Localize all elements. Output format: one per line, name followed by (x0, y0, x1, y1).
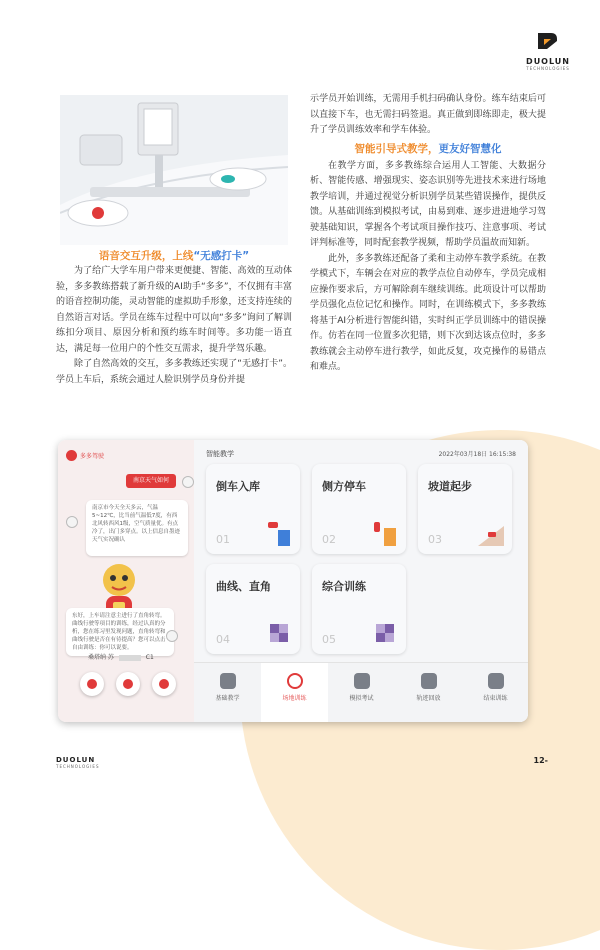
car-icon (220, 673, 236, 689)
paragraph-continuation: 示学员开始训练，无需用手机扫码确认身份。练车结束后可以直接下车，也无需扫码签退。真正做到即练即走，极大提升了学员训练效率和学车体验。 (310, 94, 546, 135)
card-title: 倒车入库 (216, 480, 260, 493)
paragraph: 为了给广大学车用户带来更便捷、智能、高效的互动体验，多多教练搭载了新升级的AI助手“多多”，不仅拥有丰富的语音控制功能，灵动智能的虚拟助手形象，还支持连续的自然语言对话。学员在练车过程中可以向“多多”询问了解训练扣分项目、原因分析和预约练车时间等。多功能一语直达，满足每一位用户的个性交互需求，提升学驾乐趣。 (56, 266, 292, 354)
logo-tag: TECHNOLOGIES (526, 66, 570, 71)
nav-mock-exam[interactable] (328, 663, 395, 722)
logo-word: DUOLUN (56, 756, 96, 764)
logo-word: DUOLUN (526, 57, 570, 66)
page-number: 12- (533, 756, 548, 765)
app-brand-name: 多多驾驶 (80, 453, 105, 460)
student-name: 桑塔纳 苏 (88, 654, 114, 661)
card-comprehensive[interactable] (312, 564, 406, 654)
nav-basic-teaching[interactable] (194, 663, 261, 722)
track-icon (421, 673, 437, 689)
nav-label: 场地训练 (282, 695, 307, 702)
paragraph: 此外，多多教练还配备了柔和主动停车教学系统。在教学模式下，车辆会在对应的教学点位自动停车，学员完成相应操作要求后，方可解除刹车继续训练。此项设计可以帮助学员强化点位记忆和操作。同时，在训练模式下，多多教练将基于AI分析进行智能纠错，实时纠正学员训练中的错误操作。仿若在同一位置多次犯错，则下次到达该点位时，多多教练就会主动停车进行教学，如此反复，攻克操作的易错点和难点。 (310, 253, 546, 372)
page-number-value: 12 (533, 756, 545, 765)
footer-logo (56, 756, 100, 769)
card-title: 综合训练 (322, 580, 366, 593)
grid-icon (354, 673, 370, 689)
logo-tag: TECHNOLOGIES (56, 764, 100, 769)
card-hill-start[interactable] (418, 464, 512, 554)
speaker-icon[interactable] (66, 516, 78, 528)
settings-button[interactable] (116, 672, 140, 696)
left-column (56, 248, 292, 388)
paragraph: 在教学方面，多多教练综合运用人工智能、大数据分析、智能传感、增强现实、姿态识别等先进技术来进行场地教学培训，并通过视觉分析识别学员某些错误操作，提供反馈。从基础训练到模拟考试，由易到难、逐步进进地学习驾驶基础知识，掌握各个考试项目操作技巧、注意事项、考试评判标准等，同时配套教学视频，帮助学员温故而知新。 (310, 160, 546, 248)
nav-label: 轨迹回放 (416, 695, 441, 702)
nav-field-training[interactable] (261, 663, 328, 722)
header-logo (526, 30, 570, 71)
card-number: 01 (216, 533, 230, 546)
section-heading-voice (56, 248, 292, 264)
paragraph: 除了自然高效的交互，多多教练还实现了“无感打卡”。学员上车后，系统会通过人脸识别学员身份并提 (56, 359, 292, 385)
nav-label: 模拟考试 (349, 695, 374, 702)
right-column (310, 92, 546, 376)
card-reverse-parking[interactable] (206, 464, 300, 554)
app-brand (66, 450, 104, 461)
refresh-icon[interactable] (182, 476, 194, 488)
power-icon (488, 673, 504, 689)
card-title: 曲线、直角 (216, 580, 271, 593)
roof-device-illustration (60, 95, 288, 245)
comprehensive-icon (372, 620, 398, 646)
screen-title: 智能教学 (206, 450, 234, 458)
card-number: 03 (428, 533, 442, 546)
license-class: C1 (145, 654, 154, 661)
device-photo (60, 95, 288, 245)
card-side-parking[interactable] (312, 464, 406, 554)
phone-button[interactable] (80, 672, 104, 696)
tip-reply-bubble: 东好，上车请注意主进行了直角转弯。曲线行驶等项目的训练，经过认真的分析，您在练习里发现问题，直角转弯和曲线行驶是否在有待提高？您可以点击自由训练：你可以说要。 (66, 608, 174, 656)
training-panel (194, 440, 528, 722)
nav-label: 基础教学 (215, 695, 240, 702)
weather-reply-bubble: 南京市今天全天多云，气温5~12℃，比当前气温低7度，有西北风转西风1级，空气质量优。有点冷了，出门多穿点。以上信息自墨迹天气实况确认 (86, 500, 188, 556)
weather-query-button[interactable]: 南京天气如何 (126, 474, 176, 488)
heading-prefix: 语音交互升级，上线 (98, 250, 194, 262)
card-curve[interactable] (206, 564, 300, 654)
app-logo-icon (66, 450, 77, 461)
top-bar (194, 440, 528, 462)
tablet-screen (58, 440, 528, 722)
heading-highlight: “无感打卡” (193, 250, 250, 262)
nav-end-training[interactable] (462, 663, 528, 722)
card-title: 坡道起步 (428, 480, 472, 493)
assistant-panel (58, 440, 194, 722)
bottom-nav (194, 662, 528, 722)
student-info (88, 652, 154, 661)
card-number: 02 (322, 533, 336, 546)
heading-highlight: 更友好智慧化 (438, 142, 502, 155)
steering-wheel-icon (287, 673, 303, 689)
card-number: 05 (322, 633, 336, 646)
redacted-bar (119, 655, 141, 661)
speaker-icon[interactable] (166, 630, 178, 642)
profile-button[interactable] (152, 672, 176, 696)
card-number: 04 (216, 633, 230, 646)
nav-track-replay[interactable] (395, 663, 462, 722)
hill-start-icon (478, 520, 504, 546)
brand-mark-icon (535, 30, 561, 52)
curve-icon (266, 620, 292, 646)
section-heading-guided (310, 141, 546, 157)
side-parking-icon (372, 520, 398, 546)
reverse-parking-icon (266, 520, 292, 546)
card-title: 侧方停车 (322, 480, 366, 493)
nav-label: 结束训练 (483, 695, 508, 702)
datetime: 2022年03月18日 16:15:38 (438, 451, 516, 458)
heading-prefix: 智能引导式教学， (354, 142, 439, 155)
